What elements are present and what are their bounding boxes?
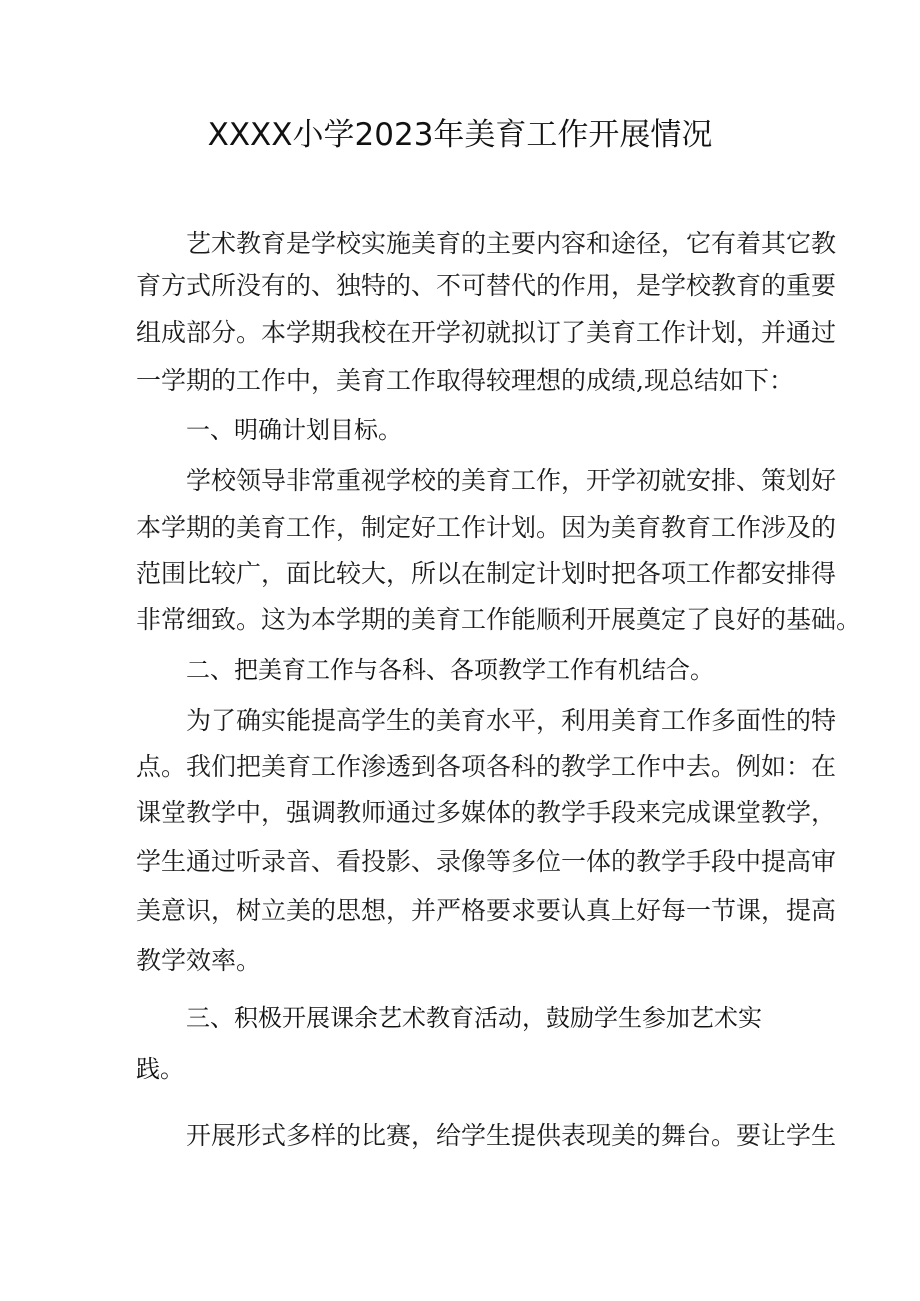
- section-2-line-3: 课堂教学中，强调教师通过多媒体的教学手段来完成课堂教学，: [136, 798, 837, 827]
- section-2-line-5: 美意识，树立美的思想，并严格要求要认真上好每一节课，提高: [136, 896, 837, 925]
- section-3-line-1: 开展形式多样的比赛，给学生提供表现美的舞台。要让学生: [186, 1121, 837, 1150]
- section-3-heading-line-2: 践。: [136, 1055, 184, 1083]
- section-1-heading: 一、明确计划目标。: [186, 416, 402, 444]
- section-1-line-4: 非常细致。这为本学期的美育工作能顺利开展奠定了良好的基础。: [136, 605, 862, 634]
- section-2-line-4: 学生通过听录音、看投影、录像等多位一体的教学手段中提高审: [136, 847, 837, 876]
- section-1-line-1: 学校领导非常重视学校的美育工作，开学初就安排、策划好: [186, 466, 837, 495]
- section-3-heading-line-1: 三、积极开展课余艺术教育活动，鼓励学生参加艺术实: [186, 1004, 762, 1032]
- section-1-line-3: 范围比较广，面比较大，所以在制定计划时把各项工作都安排得: [136, 559, 837, 588]
- section-2-line-2: 点。我们把美育工作渗透到各项各科的教学工作中去。例如：在: [136, 752, 837, 781]
- section-2-line-1: 为了确实能提高学生的美育水平，利用美育工作多面性的特: [186, 706, 837, 735]
- intro-line-2: 育方式所没有的、独特的、不可替代的作用，是学校教育的重要: [136, 271, 837, 300]
- document-title: XXXX小学2023年美育工作开展情况: [207, 117, 713, 153]
- section-1-line-2: 本学期的美育工作，制定好工作计划。因为美育教育工作涉及的: [136, 513, 837, 542]
- section-2-heading: 二、把美育工作与各科、各项教学工作有机结合。: [186, 656, 714, 684]
- section-2-line-6: 教学效率。: [136, 946, 262, 975]
- intro-line-4: 一学期的工作中，美育工作取得较理想的成绩,现总结如下：: [136, 366, 794, 395]
- intro-line-1: 艺术教育是学校实施美育的主要内容和途径，它有着其它教: [186, 229, 837, 258]
- intro-line-3: 组成部分。本学期我校在开学初就拟订了美育工作计划，并通过: [136, 318, 837, 347]
